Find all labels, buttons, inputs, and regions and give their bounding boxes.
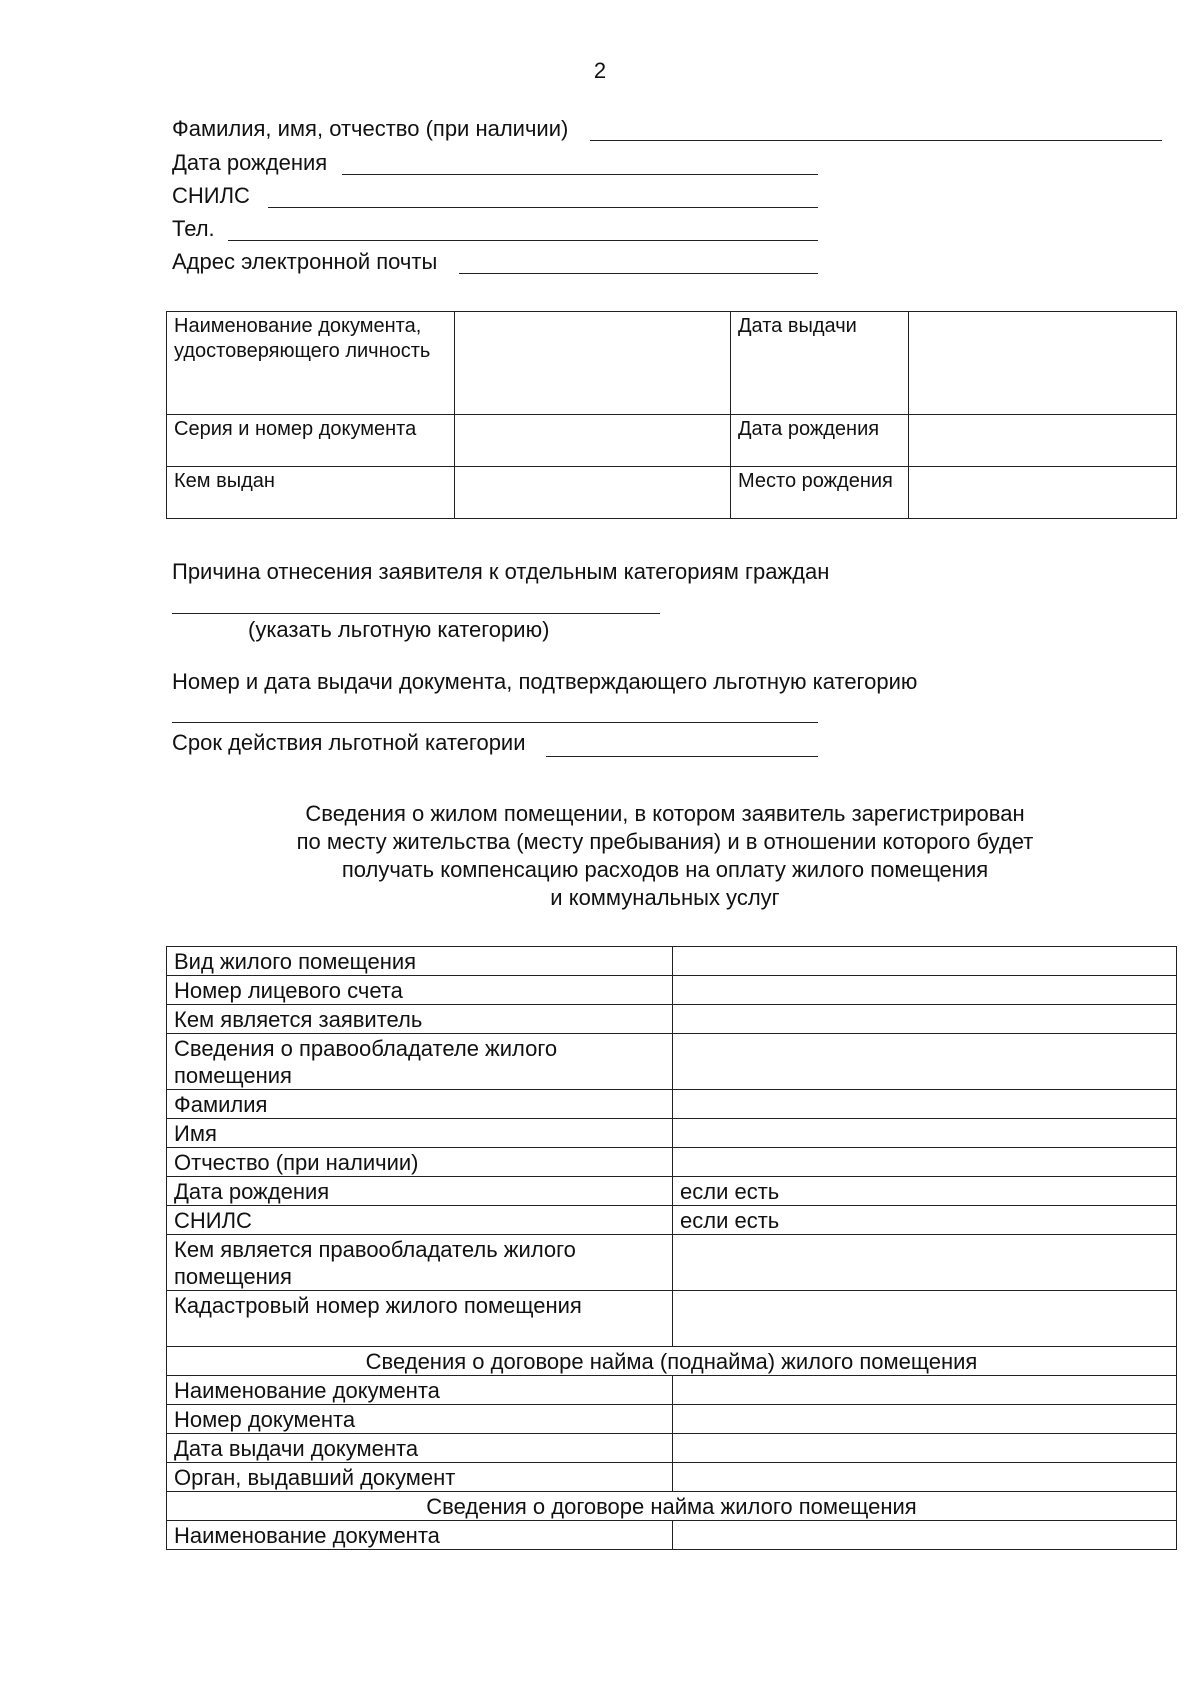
cadastral-number-label: Кадастровый номер жилого помещения xyxy=(167,1291,673,1347)
benefit-doc-input-line[interactable] xyxy=(172,722,818,723)
lease-doc-name-label: Наименование документа xyxy=(167,1521,673,1550)
owner-birth-date-label: Дата рождения xyxy=(167,1177,673,1206)
fio-input-line[interactable] xyxy=(590,140,1162,141)
id-issued-by-value[interactable] xyxy=(455,467,731,519)
id-issue-date-value[interactable] xyxy=(909,312,1177,415)
housing-heading-line-1: Сведения о жилом помещении, в котором заявитель зарегистрирован xyxy=(305,801,1025,826)
fio-label: Фамилия, имя, отчество (при наличии) xyxy=(172,116,569,141)
rent-doc-name-value[interactable] xyxy=(673,1376,1177,1405)
id-birth-place-label: Место рождения xyxy=(731,467,909,519)
owner-snils-label: СНИЛС xyxy=(167,1206,673,1235)
email-input-line[interactable] xyxy=(459,273,818,274)
owner-name-label: Имя xyxy=(167,1119,673,1148)
applicant-role-value[interactable] xyxy=(673,1005,1177,1034)
page-number: 2 xyxy=(593,58,607,83)
id-doc-name-label: Наименование документа, удостоверяющего личность xyxy=(167,312,455,415)
snils-label: СНИЛС xyxy=(172,183,250,208)
owner-surname-value[interactable] xyxy=(673,1090,1177,1119)
benefit-reason-label: Причина отнесения заявителя к отдельным категориям граждан xyxy=(172,559,830,584)
phone-field[interactable] xyxy=(172,214,818,244)
cadastral-number-value[interactable] xyxy=(673,1291,1177,1347)
fio-field[interactable] xyxy=(172,114,1162,144)
birth-date-field[interactable] xyxy=(172,148,818,178)
housing-heading-line-4: и коммунальных услуг xyxy=(550,885,780,910)
lease-section-heading: Сведения о договоре найма жилого помещения xyxy=(167,1492,1177,1521)
housing-heading xyxy=(170,800,1160,912)
owner-role-value[interactable] xyxy=(673,1235,1177,1291)
owner-role-label: Кем является правообладатель жилого помещения xyxy=(167,1235,673,1291)
rent-doc-name-label: Наименование документа xyxy=(167,1376,673,1405)
applicant-role-label: Кем является заявитель xyxy=(167,1005,673,1034)
snils-field[interactable] xyxy=(172,181,818,211)
birth-date-input-line[interactable] xyxy=(342,174,818,175)
owner-info-label: Сведения о правообладателе жилого помещения xyxy=(167,1034,673,1090)
housing-heading-line-3: получать компенсацию расходов на оплату жилого помещения xyxy=(341,857,989,882)
rent-doc-date-value[interactable] xyxy=(673,1434,1177,1463)
id-issue-date-label: Дата выдачи xyxy=(731,312,909,415)
owner-snils-value[interactable]: если есть xyxy=(673,1206,1177,1235)
benefit-validity-field[interactable] xyxy=(172,728,818,758)
id-series-number-value[interactable] xyxy=(455,415,731,467)
phone-label: Тел. xyxy=(172,216,215,241)
housing-heading-line-2: по месту жительства (месту пребывания) и в отношении которого будет xyxy=(296,829,1034,854)
account-number-label: Номер лицевого счета xyxy=(167,976,673,1005)
rent-doc-date-label: Дата выдачи документа xyxy=(167,1434,673,1463)
owner-patronymic-value[interactable] xyxy=(673,1148,1177,1177)
identity-document-table xyxy=(166,311,1177,519)
benefit-doc-label: Номер и дата выдачи документа, подтверждающего льготную категорию xyxy=(172,669,918,694)
id-birth-place-value[interactable] xyxy=(909,467,1177,519)
email-field[interactable] xyxy=(172,247,818,277)
benefit-category-input-line[interactable] xyxy=(172,613,660,614)
rent-doc-authority-label: Орган, выдавший документ xyxy=(167,1463,673,1492)
id-doc-name-value[interactable] xyxy=(455,312,731,415)
id-issued-by-label: Кем выдан xyxy=(167,467,455,519)
email-label: Адрес электронной почты xyxy=(172,249,438,274)
rent-doc-number-value[interactable] xyxy=(673,1405,1177,1434)
account-number-value[interactable] xyxy=(673,976,1177,1005)
id-birth-date-label: Дата рождения xyxy=(731,415,909,467)
housing-table xyxy=(166,946,1177,1550)
rent-doc-authority-value[interactable] xyxy=(673,1463,1177,1492)
housing-type-label: Вид жилого помещения xyxy=(167,947,673,976)
lease-doc-name-value[interactable] xyxy=(673,1521,1177,1550)
housing-type-value[interactable] xyxy=(673,947,1177,976)
owner-name-value[interactable] xyxy=(673,1119,1177,1148)
benefit-validity-label: Срок действия льготной категории xyxy=(172,730,526,755)
benefit-category-hint: (указать льготную категорию) xyxy=(248,617,550,642)
owner-birth-date-value[interactable]: если есть xyxy=(673,1177,1177,1206)
rent-doc-number-label: Номер документа xyxy=(167,1405,673,1434)
owner-info-value[interactable] xyxy=(673,1034,1177,1090)
id-series-number-label: Серия и номер документа xyxy=(167,415,455,467)
rent-section-heading: Сведения о договоре найма (поднайма) жилого помещения xyxy=(167,1347,1177,1376)
phone-input-line[interactable] xyxy=(228,240,818,241)
birth-date-label: Дата рождения xyxy=(172,150,328,175)
id-birth-date-value[interactable] xyxy=(909,415,1177,467)
owner-patronymic-label: Отчество (при наличии) xyxy=(167,1148,673,1177)
benefit-validity-input-line[interactable] xyxy=(546,756,818,757)
snils-input-line[interactable] xyxy=(268,207,818,208)
owner-surname-label: Фамилия xyxy=(167,1090,673,1119)
